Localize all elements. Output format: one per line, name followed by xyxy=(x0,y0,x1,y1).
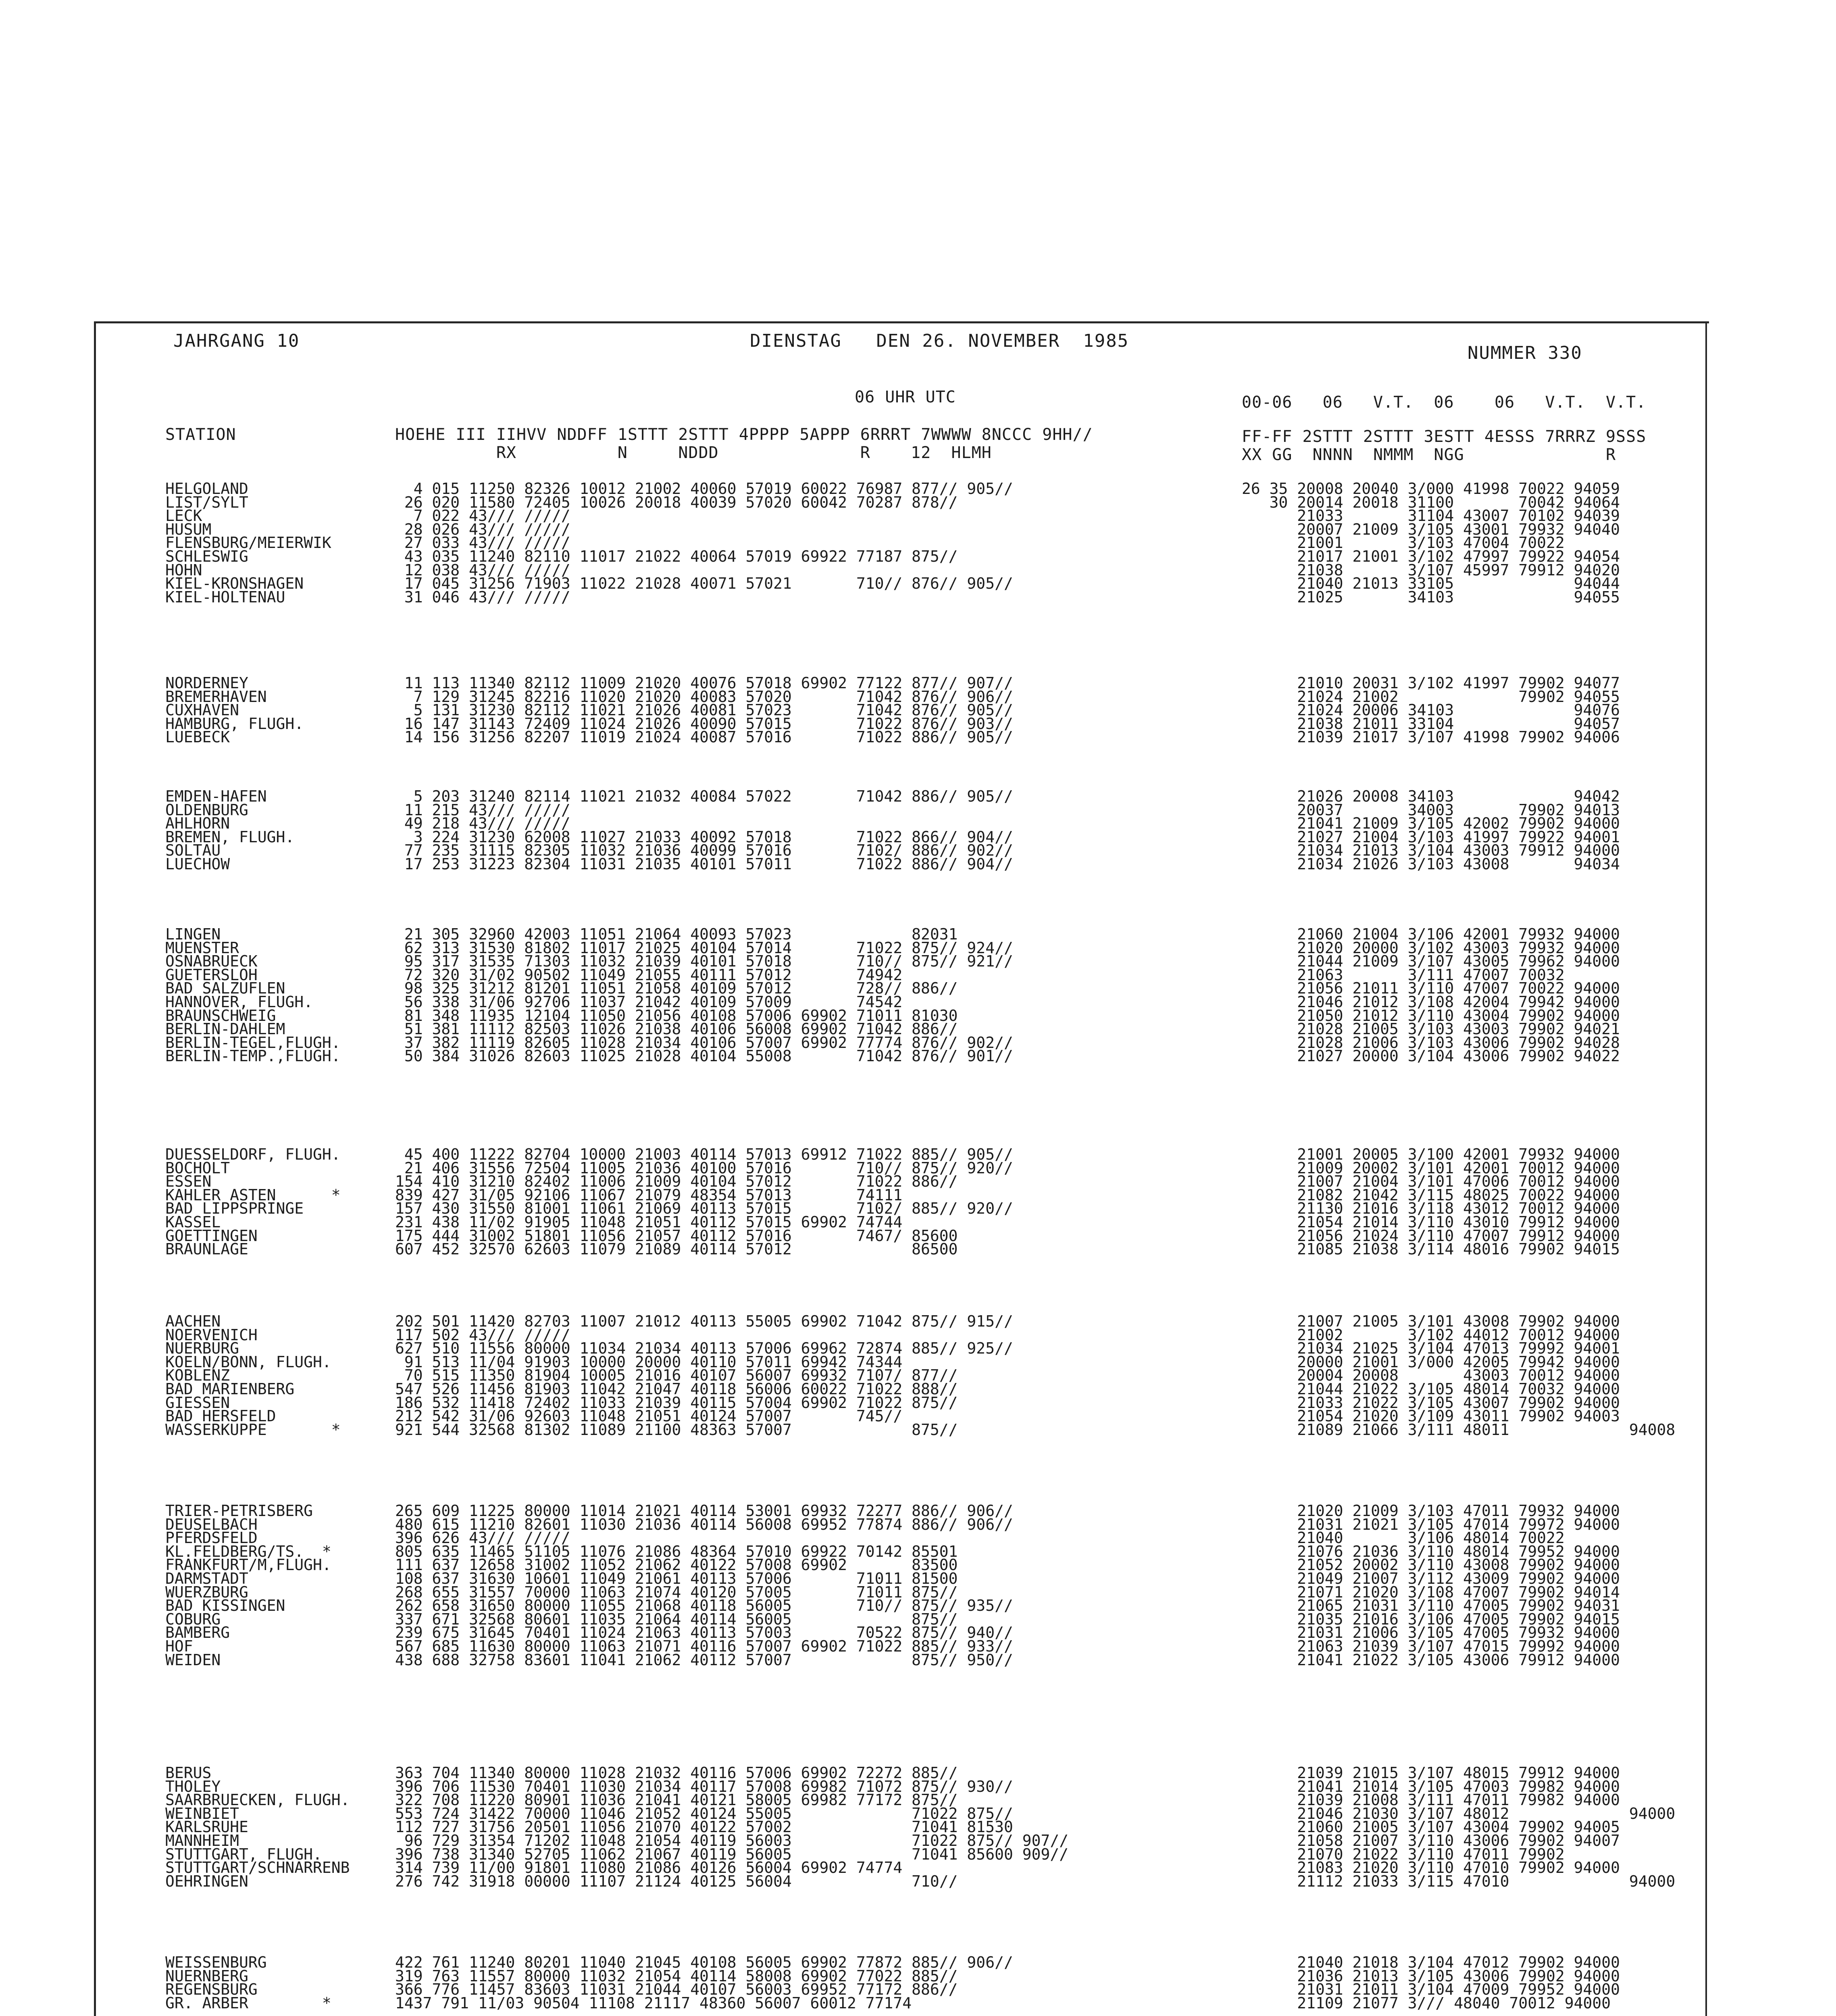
synop-06utc: 81 348 11935 12104 11050 21056 40108 57006 69902 71011 81030 xyxy=(395,1006,958,1025)
synop-summary: 21054 21014 3/110 43010 79912 94000 xyxy=(1242,1213,1620,1231)
station-name: BERUS xyxy=(165,1764,212,1782)
station-name: OEHRINGEN xyxy=(165,1872,248,1890)
issue-date: DIENSTAG DEN 26. NOVEMBER 1985 xyxy=(750,331,1129,351)
station-name: PFERDSFELD xyxy=(165,1529,258,1547)
station-name: WEISSENBURG xyxy=(165,1954,267,1971)
station-name: BRAUNLAGE xyxy=(165,1240,248,1258)
synop-summary: 21071 21020 3/108 47007 79902 94014 xyxy=(1242,1583,1620,1601)
station-name: KOBLENZ xyxy=(165,1366,230,1385)
synop-06utc: 7 129 31245 82216 11020 21020 40083 57020 71042 876// 906// xyxy=(395,687,1013,706)
synop-06utc: 117 502 43/// ///// xyxy=(395,1326,570,1344)
synop-06utc: 17 045 31256 71903 11022 21028 40071 57021 710// 876// 905// xyxy=(395,575,1013,593)
station-name: HANNOVER, FLUGH. xyxy=(165,993,313,1011)
synop-summary: 21017 21001 3/102 47997 79922 94054 xyxy=(1242,548,1620,565)
synop-summary: 21025 34103 94055 xyxy=(1242,588,1620,606)
synop-summary: 21076 21036 3/110 48014 79952 94000 xyxy=(1242,1542,1620,1560)
station-name: BERLIN-TEMP.,FLUGH. xyxy=(165,1047,341,1065)
station-name: MUENSTER xyxy=(165,939,239,957)
synop-summary: 20007 21009 3/105 43001 79932 94040 xyxy=(1242,520,1620,538)
synop-06utc: 21 305 32960 42003 11051 21064 40093 57023 82031 xyxy=(395,925,958,943)
synop-summary: 21085 21038 3/114 48016 79902 94015 xyxy=(1242,1240,1620,1258)
synop-summary: 21050 21012 3/110 43004 79902 94000 xyxy=(1242,1006,1620,1025)
synop-06utc: 396 706 11530 70401 11030 21034 40117 57008 69982 71072 875// 930// xyxy=(395,1777,1013,1795)
synop-06utc: 45 400 11222 82704 10000 21003 40114 57013 69912 71022 885// 905// xyxy=(395,1145,1013,1163)
synop-summary: 21020 21009 3/103 47011 79932 94000 xyxy=(1242,1502,1620,1520)
station-name: BREMEN, FLUGH. xyxy=(165,828,295,846)
station-name: BAMBERG xyxy=(165,1624,230,1642)
synop-06utc: 268 655 31557 70000 11063 21074 40120 57005 71011 875// xyxy=(395,1583,958,1601)
station-name: BAD MARIENBERG xyxy=(165,1380,295,1398)
synop-06utc: 839 427 31/05 92106 11067 21079 48354 57013 74111 xyxy=(395,1186,903,1204)
synop-06utc: 3 224 31230 62008 11027 21033 40092 57018 71022 866// 904// xyxy=(395,828,1013,846)
synop-06utc: 7 022 43/// ///// xyxy=(395,507,570,525)
synop-summary: 30 20014 20018 31100 70042 94064 xyxy=(1242,493,1620,511)
station-name: ESSEN xyxy=(165,1173,212,1191)
synop-06utc: 627 510 11556 80000 11034 21034 40113 57006 69962 72874 885// 925// xyxy=(395,1339,1013,1358)
station-name: STUTTGART/SCHNARRENB xyxy=(165,1859,350,1877)
synop-summary: 21112 21033 3/115 47010 94000 xyxy=(1242,1872,1676,1890)
synop-summary: 21034 21013 3/104 43003 79912 94000 xyxy=(1242,841,1620,860)
synop-06utc: 50 384 31026 82603 11025 21028 40104 55008 71042 876// 901// xyxy=(395,1047,1013,1065)
station-name: HAMBURG, FLUGH. xyxy=(165,714,304,733)
synop-summary: 21056 21011 3/110 47007 70022 94000 xyxy=(1242,979,1620,998)
station-name: THOLEY xyxy=(165,1777,221,1795)
synop-summary: 21033 31104 43007 70102 94039 xyxy=(1242,507,1620,525)
synop-06utc: 31 046 43/// ///// xyxy=(395,588,570,606)
synop-summary: 21002 3/102 44012 70012 94000 xyxy=(1242,1326,1620,1344)
station-name: NUERNBERG xyxy=(165,1967,248,1985)
synop-summary: 21083 21020 3/110 47010 79902 94000 xyxy=(1242,1859,1620,1877)
synop-summary: 21026 20008 34103 94042 xyxy=(1242,787,1620,805)
station-name: SCHLESWIG xyxy=(165,548,248,565)
synop-summary: 21001 20005 3/100 42001 79932 94000 xyxy=(1242,1145,1620,1163)
synop-06utc: 26 020 11580 72405 10026 20018 40039 57020 60042 70287 878// xyxy=(395,493,958,511)
synop-summary: 21039 21015 3/107 48015 79912 94000 xyxy=(1242,1764,1620,1782)
station-name: HELGOLAND xyxy=(165,480,248,498)
station-name: NOERVENICH xyxy=(165,1326,258,1344)
synop-06utc: 49 218 43/// ///// xyxy=(395,814,570,833)
synop-summary: 21060 21004 3/106 42001 79932 94000 xyxy=(1242,925,1620,943)
station-name: DARMSTADT xyxy=(165,1570,248,1587)
synop-06utc: 239 675 31645 70401 11024 21063 40113 57003 70522 875// 940// xyxy=(395,1624,1013,1642)
station-name: HOHN xyxy=(165,561,202,579)
station-name: NORDERNEY xyxy=(165,674,248,692)
synop-summary: 20000 21001 3/000 42005 79942 94000 xyxy=(1242,1353,1620,1371)
synop-summary: 21040 3/106 48014 70022 xyxy=(1242,1529,1565,1547)
synop-06utc: 157 430 31550 81001 11061 21069 40113 57015 7102/ 885// 920// xyxy=(395,1200,1013,1218)
station-name: KOELN/BONN, FLUGH. xyxy=(165,1353,331,1371)
station-name: OLDENBURG xyxy=(165,801,248,819)
station-name: WEINBIET xyxy=(165,1804,239,1822)
station-name: LINGEN xyxy=(165,925,221,943)
synop-summary: 21052 20002 3/110 43008 79902 94000 xyxy=(1242,1556,1620,1574)
synop-06utc: 438 688 32758 83601 11041 21062 40112 57007 875// 950// xyxy=(395,1651,1013,1669)
synop-06utc: 1437 791 11/03 90504 11108 21117 48360 56007 60012 77174 xyxy=(395,1994,912,2012)
station-name: BRAUNSCHWEIG xyxy=(165,1006,276,1025)
synop-06utc: 319 763 11557 80000 11032 21054 40114 58008 69902 77022 885// xyxy=(395,1967,958,1985)
station-name: SAARBRUECKEN, FLUGH. xyxy=(165,1791,350,1809)
synop-06utc: 70 515 11350 81904 10005 21016 40107 56007 69932 7107/ 877// xyxy=(395,1366,958,1385)
synop-06utc: 396 626 43/// ///// xyxy=(395,1529,570,1547)
synop-06utc: 21 406 31556 72504 11005 21036 40100 57016 710// 875// 920// xyxy=(395,1159,1013,1177)
station-name: WASSERKUPPE * xyxy=(165,1420,341,1439)
station-name: BAD SALZUFLEN xyxy=(165,979,285,998)
station-name: WUERZBURG xyxy=(165,1583,248,1601)
station-name: AACHEN xyxy=(165,1312,221,1330)
synop-06utc: 56 338 31/06 92706 11037 21042 40109 57009 74542 xyxy=(395,993,903,1011)
synop-06utc: 175 444 31002 51801 11056 21057 40112 57016 7467/ 85600 xyxy=(395,1227,958,1245)
synop-06utc: 91 513 11/04 91903 10000 20000 40110 57011 69942 74344 xyxy=(395,1353,903,1371)
station-name: GR. ARBER * xyxy=(165,1994,331,2012)
synop-summary: 21034 21025 3/104 47013 79992 94001 xyxy=(1242,1339,1620,1358)
station-name: GOETTINGEN xyxy=(165,1227,258,1245)
synop-06utc: 553 724 31422 70000 11046 21052 40124 55005 71022 875// xyxy=(395,1804,1013,1822)
synop-06utc: 314 739 11/00 91801 11080 21086 40126 56004 69902 74774 xyxy=(395,1859,903,1877)
station-name: BAD KISSINGEN xyxy=(165,1597,285,1615)
synop-summary: 21031 21021 3/105 47014 79972 94000 xyxy=(1242,1515,1620,1533)
synop-summary: 21039 21017 3/107 41998 79902 94006 xyxy=(1242,728,1620,746)
synop-06utc: 16 147 31143 72409 11024 21026 40090 57015 71022 876// 903// xyxy=(395,714,1013,733)
station-name: DEUSELBACH xyxy=(165,1515,258,1533)
station-name: KASSEL xyxy=(165,1213,221,1231)
synop-summary: 21058 21007 3/110 43006 79902 94007 xyxy=(1242,1832,1620,1849)
station-name: BERLIN-DAHLEM xyxy=(165,1020,285,1038)
right-code-header-1: 00-06 06 V.T. 06 06 V.T. V.T. xyxy=(1242,393,1647,412)
station-name: COBURG xyxy=(165,1610,221,1628)
station-name: SOLTAU xyxy=(165,841,221,860)
synop-summary: 21082 21042 3/115 48025 70022 94000 xyxy=(1242,1186,1620,1204)
synop-06utc: 186 532 11418 72402 11033 21039 40115 57004 69902 71022 875// xyxy=(395,1393,958,1412)
station-name: AHLHORN xyxy=(165,814,230,833)
synop-06utc: 607 452 32570 62603 11079 21089 40114 57012 86500 xyxy=(395,1240,958,1258)
synop-06utc: 5 203 31240 82114 11021 21032 40084 57022 71042 886// 905// xyxy=(395,787,1013,805)
synop-06utc: 396 738 31340 52705 11062 21067 40119 56005 71041 85600 909// xyxy=(395,1845,1069,1863)
synop-summary: 21054 21020 3/109 43011 79902 94003 xyxy=(1242,1407,1620,1425)
synop-summary: 21130 21016 3/118 43012 70012 94000 xyxy=(1242,1200,1620,1218)
synop-summary: 21109 21077 3/// 48040 70012 94000 xyxy=(1242,1994,1611,2012)
synop-06utc: 98 325 31212 81201 11051 21058 40109 57012 728// 886// xyxy=(395,979,958,998)
synop-summary: 21024 21002 79902 94055 xyxy=(1242,687,1620,706)
issue-number: NUMMER 330 xyxy=(1468,343,1582,363)
station-name: NUERBURG xyxy=(165,1339,239,1358)
synop-06utc: 37 382 11119 82605 11028 21034 40106 57007 69902 77774 876// 902// xyxy=(395,1033,1013,1052)
synop-06utc: 567 685 11630 80000 11063 21071 40116 57007 69902 71022 885// 933// xyxy=(395,1637,1013,1655)
synop-summary: 21038 21011 33104 94057 xyxy=(1242,714,1620,733)
synop-summary: 21041 21014 3/105 47003 79982 94000 xyxy=(1242,1777,1620,1795)
synop-06utc: 11 113 11340 82112 11009 21020 40076 57018 69902 77122 877// 907// xyxy=(395,674,1013,692)
synop-summary: 21028 21005 3/103 43003 79902 94021 xyxy=(1242,1020,1620,1038)
synop-summary: 21046 21030 3/107 48012 94000 xyxy=(1242,1804,1676,1822)
synop-summary: 21040 21013 33105 94044 xyxy=(1242,575,1620,593)
synop-06utc: 366 776 11457 83603 11031 21044 40107 56003 69952 77172 886// xyxy=(395,1981,958,1999)
synop-06utc: 5 131 31230 82112 11021 21026 40081 57023 71042 876// 905// xyxy=(395,701,1013,719)
synop-06utc: 212 542 31/06 92603 11048 21051 40124 57007 745// xyxy=(395,1407,903,1425)
synop-06utc: 265 609 11225 80000 11014 21021 40114 53001 69932 72277 886// 906// xyxy=(395,1502,1013,1520)
synop-06utc: 111 637 12658 31002 11052 21062 40122 57008 69902 83500 xyxy=(395,1556,958,1574)
synop-summary: 20004 20008 43003 70012 94000 xyxy=(1242,1366,1620,1385)
station-name: CUXHAVEN xyxy=(165,701,239,719)
synop-summary: 21001 3/103 47004 70022 xyxy=(1242,534,1565,552)
right-code-header-3: XX GG NNNN NMMM NGG R xyxy=(1242,446,1616,464)
station-name: LUEBECK xyxy=(165,728,230,746)
synop-summary: 21060 21005 3/107 43004 79902 94005 xyxy=(1242,1818,1620,1836)
synop-summary: 21036 21013 3/105 43006 79902 94000 xyxy=(1242,1967,1620,1985)
synop-06utc: 108 637 31630 10601 11049 21061 40113 57006 71011 81500 xyxy=(395,1570,958,1587)
jahrgang: JAHRGANG 10 xyxy=(173,331,300,351)
synop-summary: 21041 21022 3/105 43006 79912 94000 xyxy=(1242,1651,1620,1669)
station-name: BOCHOLT xyxy=(165,1159,230,1177)
synop-summary: 21027 20000 3/104 43006 79902 94022 xyxy=(1242,1047,1620,1065)
synop-06utc: 202 501 11420 82703 11007 21012 40113 55005 69902 71042 875// 915// xyxy=(395,1312,1013,1330)
synop-06utc: 805 635 11465 51105 11076 21086 48364 57010 69922 70142 85501 xyxy=(395,1542,958,1560)
synop-06utc: 72 320 31/02 90502 11049 21055 40111 57012 74942 xyxy=(395,966,903,984)
synop-06utc: 276 742 31918 00000 11107 21124 40125 56004 710// xyxy=(395,1872,958,1890)
synop-06utc: 547 526 11456 81903 11042 21047 40118 56006 60022 71022 888// xyxy=(395,1380,958,1398)
synop-summary: 21007 21005 3/101 43008 79902 94000 xyxy=(1242,1312,1620,1330)
synop-summary: 21024 20006 34103 94076 xyxy=(1242,701,1620,719)
synop-summary: 21056 21024 3/110 47007 79912 94000 xyxy=(1242,1227,1620,1245)
station-name: FLENSBURG/MEIERWIK xyxy=(165,534,331,552)
synop-summary: 21039 21008 3/111 47011 79982 94000 xyxy=(1242,1791,1620,1809)
station-name: GUETERSLOH xyxy=(165,966,258,984)
station-name: STUTTGART, FLUGH. xyxy=(165,1845,322,1863)
synop-summary: 21035 21016 3/106 47005 79902 94015 xyxy=(1242,1610,1620,1628)
station-name: LIST/SYLT xyxy=(165,493,248,511)
synop-summary: 21009 20002 3/101 42001 70012 94000 xyxy=(1242,1159,1620,1177)
station-name: KL.FELDBERG/TS. * xyxy=(165,1542,331,1560)
synop-summary: 21044 21009 3/107 43005 79962 94000 xyxy=(1242,952,1620,971)
synop-summary: 21038 3/107 45997 79912 94020 xyxy=(1242,561,1620,579)
station-name: GIESSEN xyxy=(165,1393,230,1412)
synop-summary: 21063 21039 3/107 47015 79992 94000 xyxy=(1242,1637,1620,1655)
synop-06utc: 112 727 31756 20501 11056 21070 40122 57002 71041 81530 xyxy=(395,1818,1013,1836)
synop-summary: 21063 3/111 47007 70032 xyxy=(1242,966,1565,984)
synop-06utc: 11 215 43/// ///// xyxy=(395,801,570,819)
synop-summary: 21010 20031 3/102 41997 79902 94077 xyxy=(1242,674,1620,692)
synop-06utc: 12 038 43/// ///// xyxy=(395,561,570,579)
station-name: LECK xyxy=(165,507,202,525)
left-code-header-2: RX N NDDD R 12 HLMH xyxy=(395,444,992,462)
synop-06utc: 231 438 11/02 91905 11048 21051 40112 57015 69902 74744 xyxy=(395,1213,903,1231)
synop-summary: 21020 20000 3/102 43003 79932 94000 xyxy=(1242,939,1620,957)
station-name: EMDEN-HAFEN xyxy=(165,787,267,805)
synop-06utc: 262 658 31650 80000 11055 21068 40118 56005 710// 875// 935// xyxy=(395,1597,1013,1615)
station-name: TRIER-PETRISBERG xyxy=(165,1502,313,1520)
station-name: HUSUM xyxy=(165,520,212,538)
station-name: WEIDEN xyxy=(165,1651,221,1669)
synop-summary: 21031 21006 3/105 47005 79932 94000 xyxy=(1242,1624,1620,1642)
station-name: FRANKFURT/M,FLUGH. xyxy=(165,1556,331,1574)
synop-06utc: 27 033 43/// ///// xyxy=(395,534,570,552)
synop-06utc: 422 761 11240 80201 11040 21045 40108 56005 69902 77872 885// 906// xyxy=(395,1954,1013,1971)
synop-06utc: 51 381 11112 82503 11026 21038 40106 56008 69902 71042 886// xyxy=(395,1020,958,1038)
station-name: OSNABRUECK xyxy=(165,952,258,971)
synop-06utc: 363 704 11340 80000 11028 21032 40116 57006 69902 72272 885// xyxy=(395,1764,958,1782)
synop-06utc: 154 410 31210 82402 11006 21009 40104 57012 71022 886// xyxy=(395,1173,958,1191)
station-name: HOF xyxy=(165,1637,193,1655)
station-name: MANNHEIM xyxy=(165,1832,239,1849)
synop-summary: 21007 21004 3/101 47006 70012 94000 xyxy=(1242,1173,1620,1191)
synop-06utc: 17 253 31223 82304 11031 21035 40101 57011 71022 886// 904// xyxy=(395,855,1013,873)
station-name: BAD HERSFELD xyxy=(165,1407,276,1425)
synop-summary: 21070 21022 3/110 47011 79902 xyxy=(1242,1845,1565,1863)
station-name: LUECHOW xyxy=(165,855,230,873)
synop-summary: 21034 21026 3/103 43008 94034 xyxy=(1242,855,1620,873)
synop-06utc: 14 156 31256 82207 11019 21024 40087 57016 71022 886// 905// xyxy=(395,728,1013,746)
left-code-header-1: HOEHE III IIHVV NDDFF 1STTT 2STTT 4PPPP 5APPP 6RRRT 7WWWW 8NCCC 9HH// xyxy=(395,425,1093,444)
synop-summary: 21027 21004 3/103 41997 79922 94001 xyxy=(1242,828,1620,846)
station-name: REGENSBURG xyxy=(165,1981,258,1999)
station-name: BAD LIPPSPRINGE xyxy=(165,1200,304,1218)
synop-06utc: 337 671 32568 80601 11035 21064 40114 56005 875// xyxy=(395,1610,958,1628)
station-header: STATION xyxy=(165,425,236,444)
synop-06utc: 96 729 31354 71202 11048 21054 40119 56003 71022 875// 907// xyxy=(395,1832,1069,1849)
synop-summary: 21041 21009 3/105 42002 79902 94000 xyxy=(1242,814,1620,833)
station-name: BREMERHAVEN xyxy=(165,687,267,706)
synop-06utc: 4 015 11250 82326 10012 21002 40060 57019 60022 76987 877// 905// xyxy=(395,480,1013,498)
time-left: 06 UHR UTC xyxy=(855,388,956,406)
table-frame-right xyxy=(1705,321,1707,2016)
synop-summary: 21033 21022 3/105 43007 79902 94000 xyxy=(1242,1393,1620,1412)
station-name: KAHLER ASTEN * xyxy=(165,1186,341,1204)
synop-06utc: 480 615 11210 82601 11030 21036 40114 56008 69952 77874 886// 906// xyxy=(395,1515,1013,1533)
synop-06utc: 95 317 31535 71303 11032 21039 40101 57018 710// 875// 921// xyxy=(395,952,1013,971)
station-name: KIEL-KRONSHAGEN xyxy=(165,575,304,593)
station-name: KIEL-HOLTENAU xyxy=(165,588,285,606)
synop-summary: 20037 34003 79902 94013 xyxy=(1242,801,1620,819)
synop-06utc: 77 235 31115 82305 11032 21036 40099 57016 7102/ 886// 902// xyxy=(395,841,1013,860)
synop-summary: 21065 21031 3/110 47005 79902 94031 xyxy=(1242,1597,1620,1615)
synop-summary: 26 35 20008 20040 3/000 41998 70022 94059 xyxy=(1242,480,1620,498)
station-name: DUESSELDORF, FLUGH. xyxy=(165,1145,341,1163)
synop-summary: 21028 21006 3/103 43006 79902 94028 xyxy=(1242,1033,1620,1052)
station-name: KARLSRUHE xyxy=(165,1818,248,1836)
synop-06utc: 921 544 32568 81302 11089 21100 48363 57007 875// xyxy=(395,1420,958,1439)
synop-summary: 21089 21066 3/111 48011 94008 xyxy=(1242,1420,1676,1439)
synop-summary: 21040 21018 3/104 47012 79902 94000 xyxy=(1242,1954,1620,1971)
synop-06utc: 43 035 11240 82110 11017 21022 40064 57019 69922 77187 875// xyxy=(395,548,958,565)
synop-06utc: 28 026 43/// ///// xyxy=(395,520,570,538)
synop-summary: 21044 21022 3/105 48014 70032 94000 xyxy=(1242,1380,1620,1398)
station-name: BERLIN-TEGEL,FLUGH. xyxy=(165,1033,341,1052)
synop-summary: 21031 21011 3/104 47009 79952 94000 xyxy=(1242,1981,1620,1999)
synop-06utc: 62 313 31530 81802 11017 21025 40104 57014 71022 875// 924// xyxy=(395,939,1013,957)
synop-summary: 21046 21012 3/108 42004 79942 94000 xyxy=(1242,993,1620,1011)
synop-summary: 21049 21007 3/112 43009 79902 94000 xyxy=(1242,1570,1620,1587)
synop-06utc: 322 708 11220 80901 11036 21041 40121 58005 69982 77172 875// xyxy=(395,1791,958,1809)
right-code-header-2: FF-FF 2STTT 2STTT 3ESTT 4ESSS 7RRRZ 9SSS xyxy=(1242,427,1647,446)
